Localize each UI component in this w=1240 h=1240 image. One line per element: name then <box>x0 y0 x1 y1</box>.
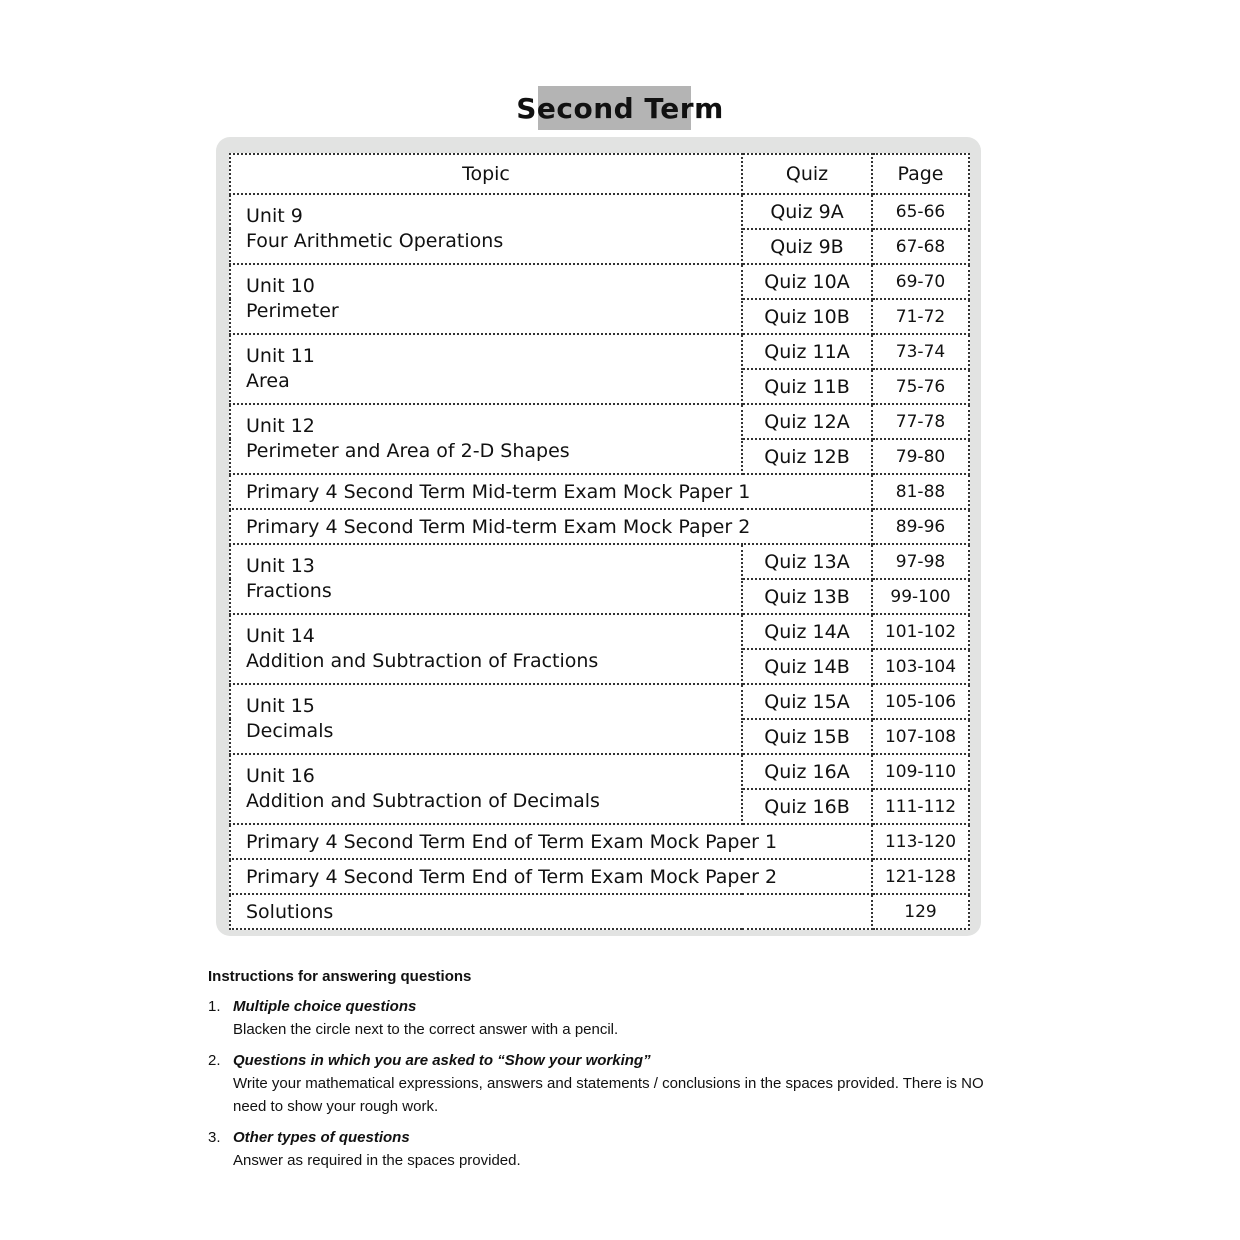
table-row <box>230 754 969 789</box>
quiz-cell: Quiz 12A <box>742 404 872 439</box>
unit-name: Four Arithmetic Operations <box>246 230 504 252</box>
quiz-cell: Quiz 10A <box>742 264 872 299</box>
table-row <box>230 824 969 859</box>
unit-name: Perimeter and Area of 2-D Shapes <box>246 440 570 462</box>
page-cell: 107-108 <box>872 719 969 754</box>
quiz-cell: Quiz 14A <box>742 614 872 649</box>
unit-number: Unit 12 <box>246 415 315 437</box>
contents-table <box>229 153 970 930</box>
page-cell: 99-100 <box>872 579 969 614</box>
page-cell: 97-98 <box>872 544 969 579</box>
instruction-title: Questions in which you are asked to “Show your working” <box>233 1052 651 1069</box>
unit-cell <box>230 684 742 754</box>
quiz-cell: Quiz 16A <box>742 754 872 789</box>
quiz-cell: Quiz 10B <box>742 299 872 334</box>
quiz-cell: Quiz 9A <box>742 194 872 229</box>
page-cell: 77-78 <box>872 404 969 439</box>
table-row <box>230 894 969 929</box>
header-quiz: Quiz <box>742 154 872 194</box>
instruction-number: 3. <box>208 1129 221 1146</box>
unit-number: Unit 14 <box>246 625 315 647</box>
table-row <box>230 859 969 894</box>
header-page: Page <box>872 154 969 194</box>
instruction-text: Write your mathematical expressions, answers and statements / conclusions in the spaces provided. There is NO need to show your rough work. <box>233 1075 984 1115</box>
table-row <box>230 684 969 719</box>
quiz-cell: Quiz 11B <box>742 369 872 404</box>
table-row <box>230 334 969 369</box>
title-block <box>0 86 1240 130</box>
quiz-cell: Quiz 14B <box>742 649 872 684</box>
page-cell: 103-104 <box>872 649 969 684</box>
quiz-cell: Quiz 12B <box>742 439 872 474</box>
quiz-cell: Quiz 15B <box>742 719 872 754</box>
unit-number: Unit 13 <box>246 555 315 577</box>
page-cell: 79-80 <box>872 439 969 474</box>
quiz-cell: Quiz 13B <box>742 579 872 614</box>
page-cell: 101-102 <box>872 614 969 649</box>
table-row <box>230 544 969 579</box>
table-row <box>230 264 969 299</box>
instruction-number: 1. <box>208 998 221 1015</box>
instructions-heading: Instructions for answering questions <box>208 968 472 985</box>
instruction-text: Blacken the circle next to the correct answer with a pencil. <box>233 1021 619 1038</box>
quiz-cell: Quiz 16B <box>742 789 872 824</box>
page-cell: 81-88 <box>872 474 969 509</box>
unit-cell <box>230 194 742 264</box>
unit-name: Addition and Subtraction of Fractions <box>246 650 599 672</box>
instruction-item <box>208 995 998 1041</box>
unit-name: Fractions <box>246 580 332 602</box>
paper-title: Primary 4 Second Term Mid-term Exam Mock Paper 1 <box>230 474 872 509</box>
unit-number: Unit 11 <box>246 345 315 367</box>
unit-number: Unit 15 <box>246 695 315 717</box>
unit-number: Unit 9 <box>246 205 303 227</box>
table-row <box>230 194 969 229</box>
paper-title: Primary 4 Second Term End of Term Exam Mock Paper 2 <box>230 859 872 894</box>
instructions-section <box>208 968 998 1180</box>
quiz-cell: Quiz 11A <box>742 334 872 369</box>
paper-title: Primary 4 Second Term End of Term Exam Mock Paper 1 <box>230 824 872 859</box>
unit-name: Perimeter <box>246 300 339 322</box>
quiz-cell: Quiz 9B <box>742 229 872 264</box>
instruction-item <box>208 1126 998 1172</box>
unit-cell <box>230 544 742 614</box>
unit-number: Unit 16 <box>246 765 315 787</box>
page-title: Second Term <box>516 92 724 125</box>
instruction-item <box>208 1049 998 1118</box>
page-cell: 69-70 <box>872 264 969 299</box>
page-cell: 75-76 <box>872 369 969 404</box>
page-cell: 111-112 <box>872 789 969 824</box>
page-cell: 109-110 <box>872 754 969 789</box>
header-topic: Topic <box>230 154 742 194</box>
quiz-cell: Quiz 13A <box>742 544 872 579</box>
instruction-number: 2. <box>208 1052 221 1069</box>
table-row <box>230 474 969 509</box>
unit-cell <box>230 404 742 474</box>
page-cell: 73-74 <box>872 334 969 369</box>
unit-name: Area <box>246 370 290 392</box>
instruction-text: Answer as required in the spaces provided. <box>233 1152 521 1169</box>
solutions-title: Solutions <box>230 894 872 929</box>
page-cell: 113-120 <box>872 824 969 859</box>
page-cell: 105-106 <box>872 684 969 719</box>
page-cell: 67-68 <box>872 229 969 264</box>
page-cell: 65-66 <box>872 194 969 229</box>
unit-cell <box>230 754 742 824</box>
table-row <box>230 614 969 649</box>
unit-cell <box>230 334 742 404</box>
table-row <box>230 404 969 439</box>
paper-title: Primary 4 Second Term Mid-term Exam Mock Paper 2 <box>230 509 872 544</box>
page-cell: 121-128 <box>872 859 969 894</box>
page-cell: 129 <box>872 894 969 929</box>
instruction-title: Multiple choice questions <box>233 998 417 1015</box>
page-cell: 71-72 <box>872 299 969 334</box>
unit-name: Decimals <box>246 720 334 742</box>
unit-cell <box>230 264 742 334</box>
page-cell: 89-96 <box>872 509 969 544</box>
table-row <box>230 509 969 544</box>
quiz-cell: Quiz 15A <box>742 684 872 719</box>
instruction-title: Other types of questions <box>233 1129 410 1146</box>
table-header-row <box>230 154 969 194</box>
unit-name: Addition and Subtraction of Decimals <box>246 790 600 812</box>
unit-number: Unit 10 <box>246 275 315 297</box>
unit-cell <box>230 614 742 684</box>
